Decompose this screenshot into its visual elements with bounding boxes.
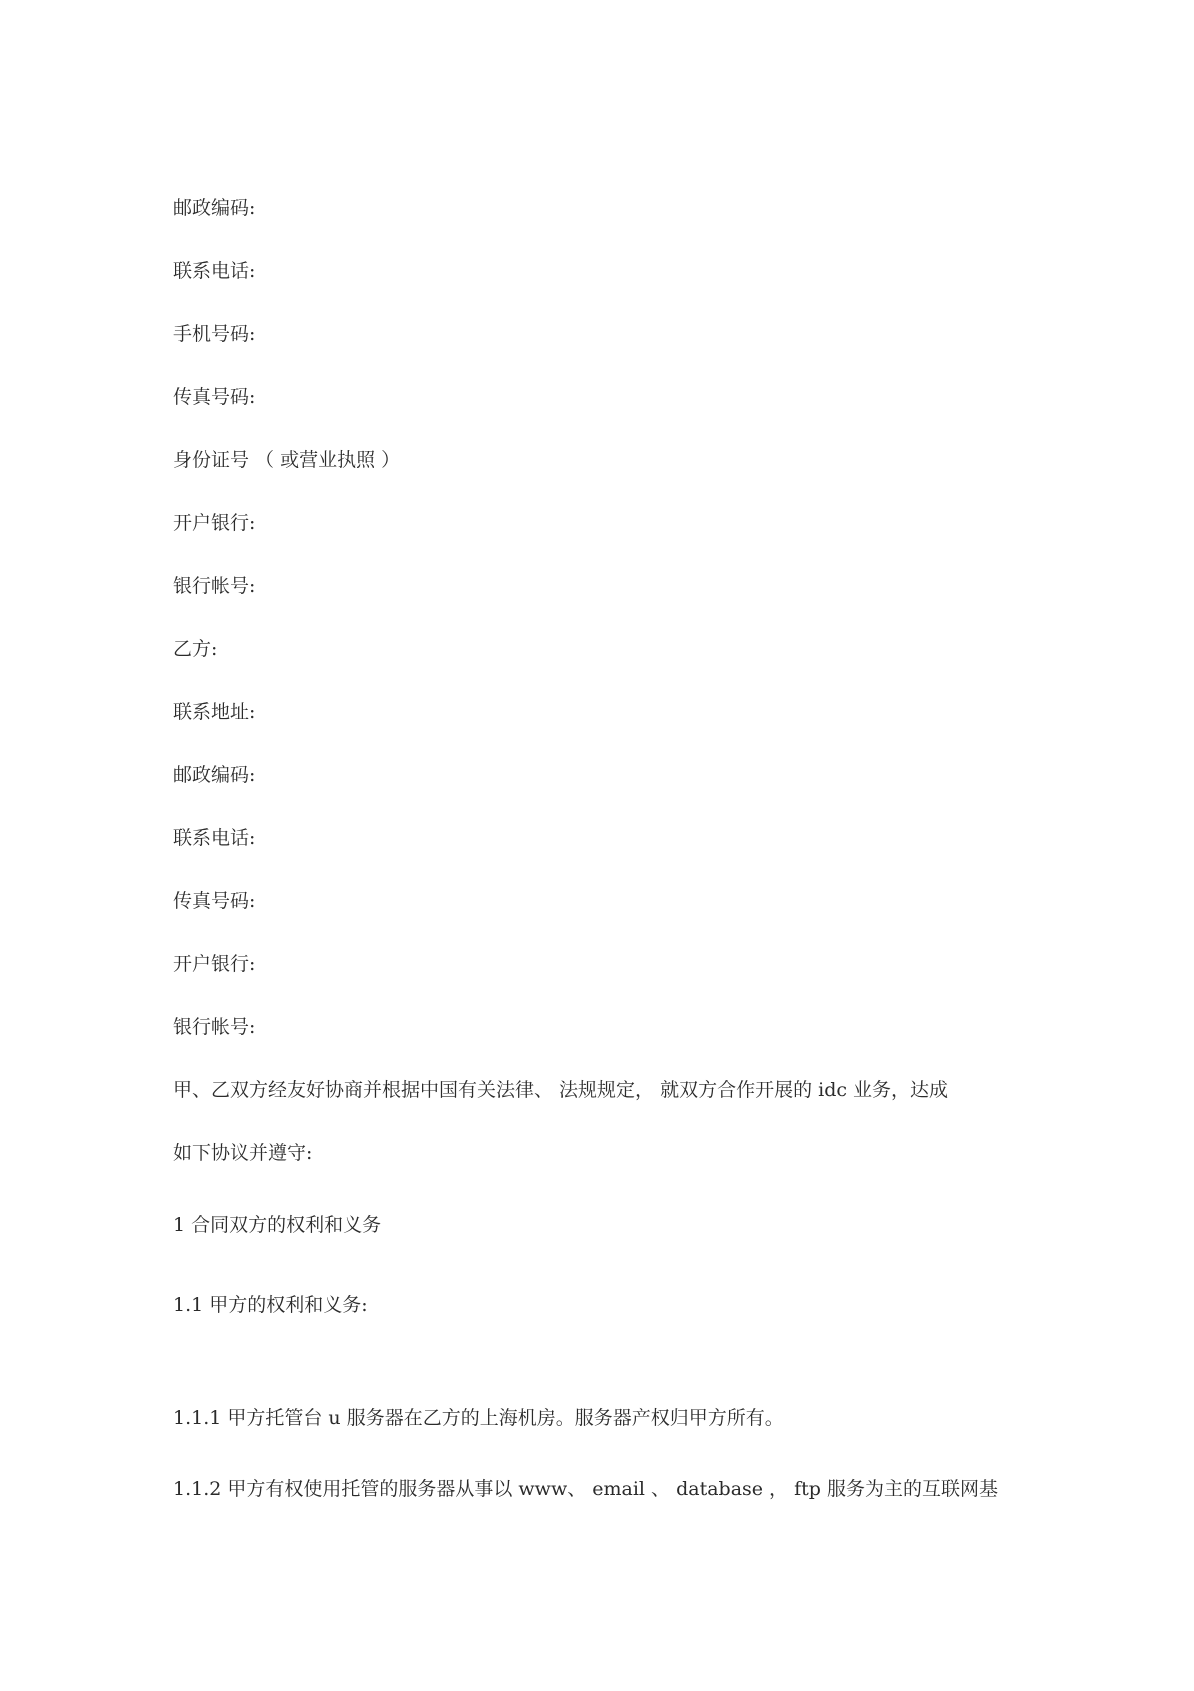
agreement-intro-line-2: 如下协议并遵守: <box>173 1142 313 1164</box>
field-bank-a: 开户银行: <box>173 512 256 534</box>
clause-1-1-2: 1.1.2 甲方有权使用托管的服务器从事以 www、 email 、 database ， ftp 服务为主的互联网基 <box>173 1478 998 1500</box>
field-id-number-a: 身份证号 （ 或营业执照 ） <box>173 449 401 471</box>
field-phone-a: 联系电话: <box>173 260 256 282</box>
field-fax-b: 传真号码: <box>173 890 256 912</box>
field-fax-a: 传真号码: <box>173 386 256 408</box>
section-1-heading: 1 合同双方的权利和义务 <box>173 1214 382 1236</box>
field-address-b: 联系地址: <box>173 701 256 723</box>
section-1-1-heading: 1.1 甲方的权利和义务: <box>173 1294 368 1316</box>
field-bank-account-b: 银行帐号: <box>173 1016 256 1038</box>
field-postal-code-a: 邮政编码: <box>173 197 256 219</box>
field-bank-b: 开户银行: <box>173 953 256 975</box>
field-mobile-a: 手机号码: <box>173 323 256 345</box>
field-bank-account-a: 银行帐号: <box>173 575 256 597</box>
clause-1-1-1: 1.1.1 甲方托管台 u 服务器在乙方的上海机房。服务器产权归甲方所有。 <box>173 1407 784 1429</box>
agreement-intro-line-1: 甲、乙双方经友好协商并根据中国有关法律、 法规规定， 就双方合作开展的 idc 业务，达成 <box>173 1079 949 1101</box>
field-phone-b: 联系电话: <box>173 827 256 849</box>
party-b-heading: 乙方: <box>173 638 218 660</box>
field-postal-code-b: 邮政编码: <box>173 764 256 786</box>
